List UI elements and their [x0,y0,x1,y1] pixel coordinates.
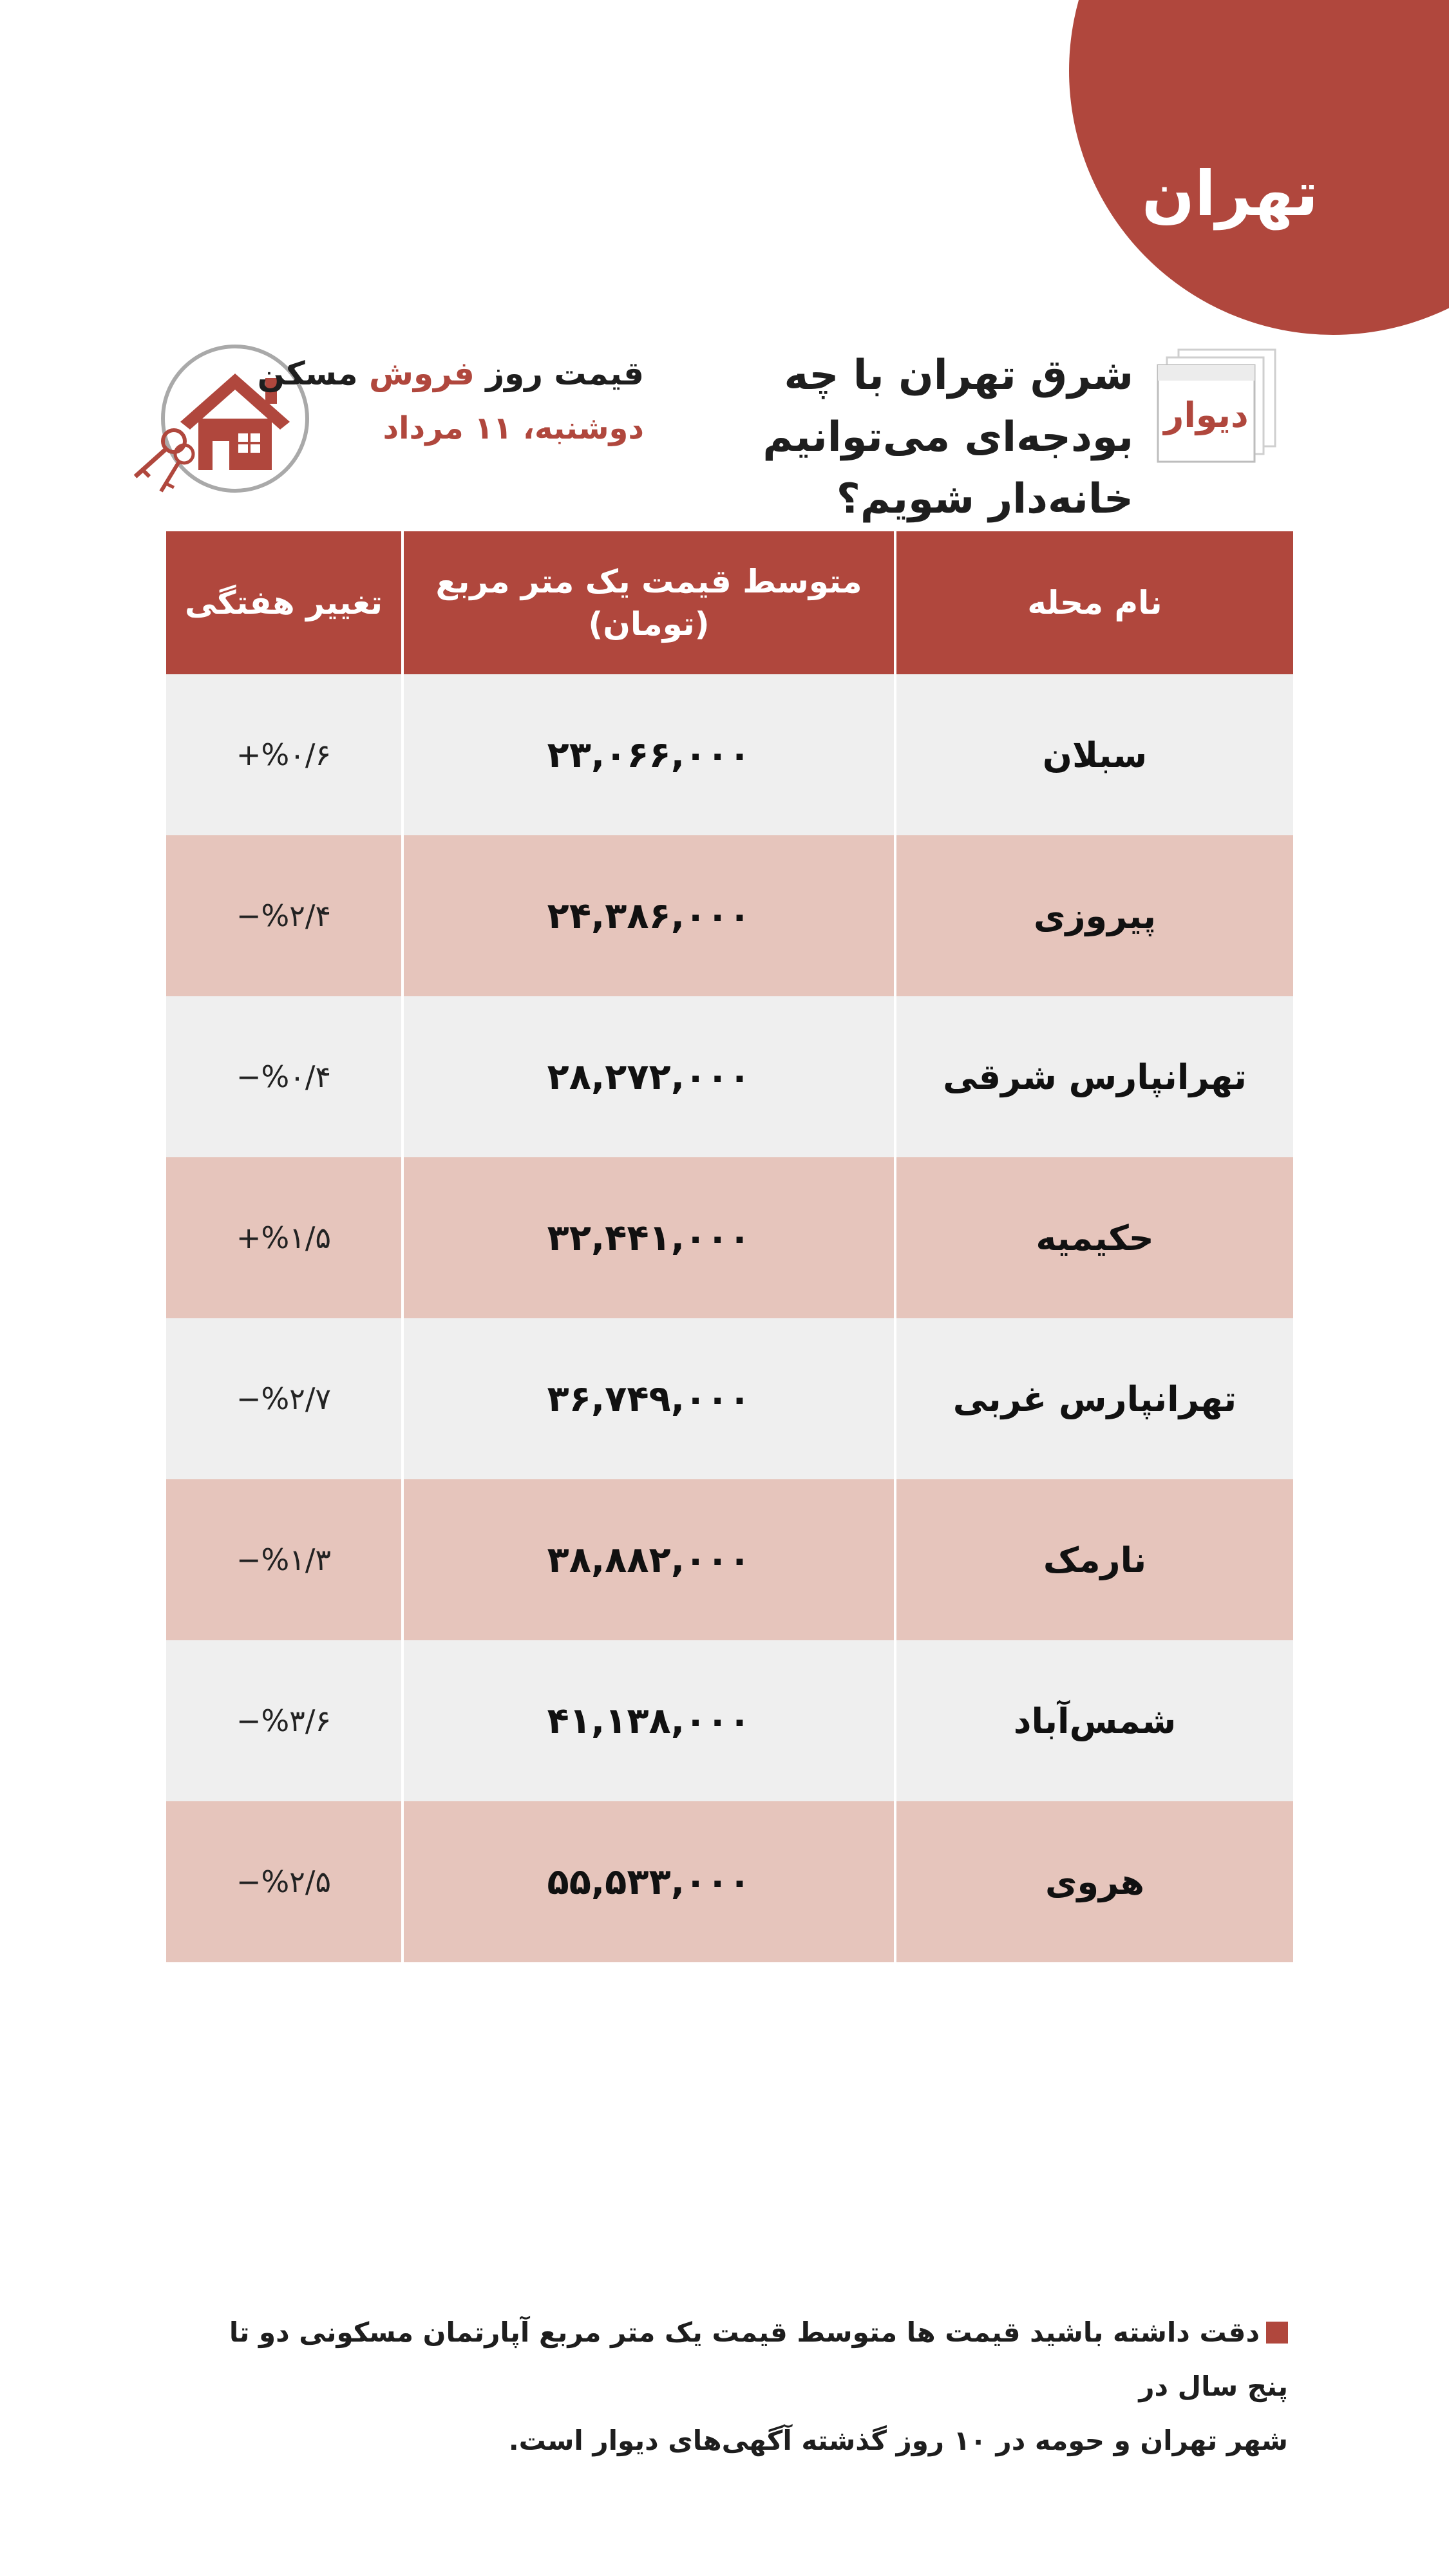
neighborhood-cell [894,674,1293,835]
change-cell [166,835,401,996]
price-cell [401,1640,894,1801]
footnote-line-1 [193,2306,1288,2414]
neighborhood-name: هروی [1045,1861,1145,1902]
header-price-unit: (تومان) [588,605,710,643]
change-value: −%۱/۳ [236,1542,332,1577]
headline-line-1: شرق تهران با چه [784,352,1133,399]
change-cell [166,1801,401,1962]
neighborhood-cell [894,835,1293,996]
headline-line-2: بودجه‌ای می‌توانیم [762,413,1133,461]
neighborhood-name: پیروزی [1033,895,1157,936]
header-price-label: متوسط قیمت یک متر مربع [435,563,862,600]
table-row [166,996,1293,1157]
neighborhood-name: شمس‌آباد [1013,1700,1177,1741]
square-bullet-icon [1266,2322,1288,2344]
price-value: ۴۱,۱۳۸,۰۰۰ [547,1700,751,1742]
change-cell [166,1157,401,1318]
change-cell [166,674,401,835]
table-row [166,1318,1293,1479]
neighborhood-name: تهرانپارس شرقی [943,1056,1247,1097]
price-title-suffix: مسکن [257,355,358,392]
neighborhood-name: تهرانپارس غربی [952,1378,1237,1419]
price-cell [401,1157,894,1318]
price-title [257,345,644,402]
price-date: دوشنبه، ۱۱ مرداد [383,410,644,446]
table-row [166,1640,1293,1801]
footnote-text-1: دقت داشته باشید قیمت ها متوسط قیمت یک متر مربع آپارتمان مسکونی دو تا پنج سال در [229,2316,1288,2402]
table-header-row [166,531,1293,674]
change-value: −%۲/۴ [236,898,332,933]
price-value: ۵۵,۵۳۳,۰۰۰ [547,1861,751,1903]
change-cell [166,1640,401,1801]
price-cell [401,835,894,996]
price-table [166,531,1293,1962]
city-title: تهران [1142,158,1318,230]
table-row [166,1801,1293,1962]
price-cell [401,1479,894,1640]
change-cell [166,1318,401,1479]
headline [760,345,1133,530]
header-weekly-change [166,531,401,674]
price-value: ۳۲,۴۴۱,۰۰۰ [547,1217,751,1259]
price-cell [401,996,894,1157]
neighborhood-cell [894,1801,1293,1962]
change-cell [166,1479,401,1640]
neighborhood-cell [894,1640,1293,1801]
table-row [166,1157,1293,1318]
price-value: ۳۸,۸۸۲,۰۰۰ [547,1539,751,1581]
change-value: −%۲/۵ [236,1864,332,1899]
neighborhood-name: نارمک [1043,1539,1147,1580]
neighborhood-cell [894,1318,1293,1479]
price-value: ۲۳,۰۶۶,۰۰۰ [547,734,751,776]
price-value: ۳۶,۷۴۹,۰۰۰ [547,1378,751,1420]
change-value: −%۲/۷ [236,1381,332,1416]
change-value: +%۰/۶ [236,737,332,772]
footnote-line-2: شهر تهران و حومه در ۱۰ روز گذشته آگهی‌های دیوار است. [508,2425,1288,2456]
table-row [166,1479,1293,1640]
header-neighborhood-label: نام محله [1027,584,1162,621]
price-cell [401,1801,894,1962]
price-cell [401,1318,894,1479]
change-cell [166,996,401,1157]
neighborhood-cell [894,1479,1293,1640]
change-value: −%۰/۴ [236,1059,332,1094]
price-info [257,345,644,454]
price-title-highlight: فروش [369,355,475,392]
table-row [166,835,1293,996]
neighborhood-cell [894,1157,1293,1318]
neighborhood-name: سبلان [1042,734,1148,775]
price-cell [401,674,894,835]
neighborhood-name: حکیمیه [1036,1217,1154,1258]
change-value: −%۳/۶ [236,1703,332,1738]
neighborhood-cell [894,996,1293,1157]
price-title-prefix: قیمت روز [486,355,644,392]
headline-line-3: خانه‌دار شویم؟ [836,475,1133,523]
header-weekly-change-label: تغییر هفتگی [184,584,383,621]
header-price [401,531,894,674]
change-value: +%۱/۵ [236,1220,332,1255]
table-row [166,674,1293,835]
header-neighborhood [894,531,1293,674]
footnote [193,2306,1288,2468]
price-value: ۲۸,۲۷۲,۰۰۰ [547,1056,751,1098]
price-value: ۲۴,۳۸۶,۰۰۰ [547,895,751,937]
divar-logo-text: دیوار [1164,395,1249,435]
divar-logo-icon [1153,345,1282,467]
